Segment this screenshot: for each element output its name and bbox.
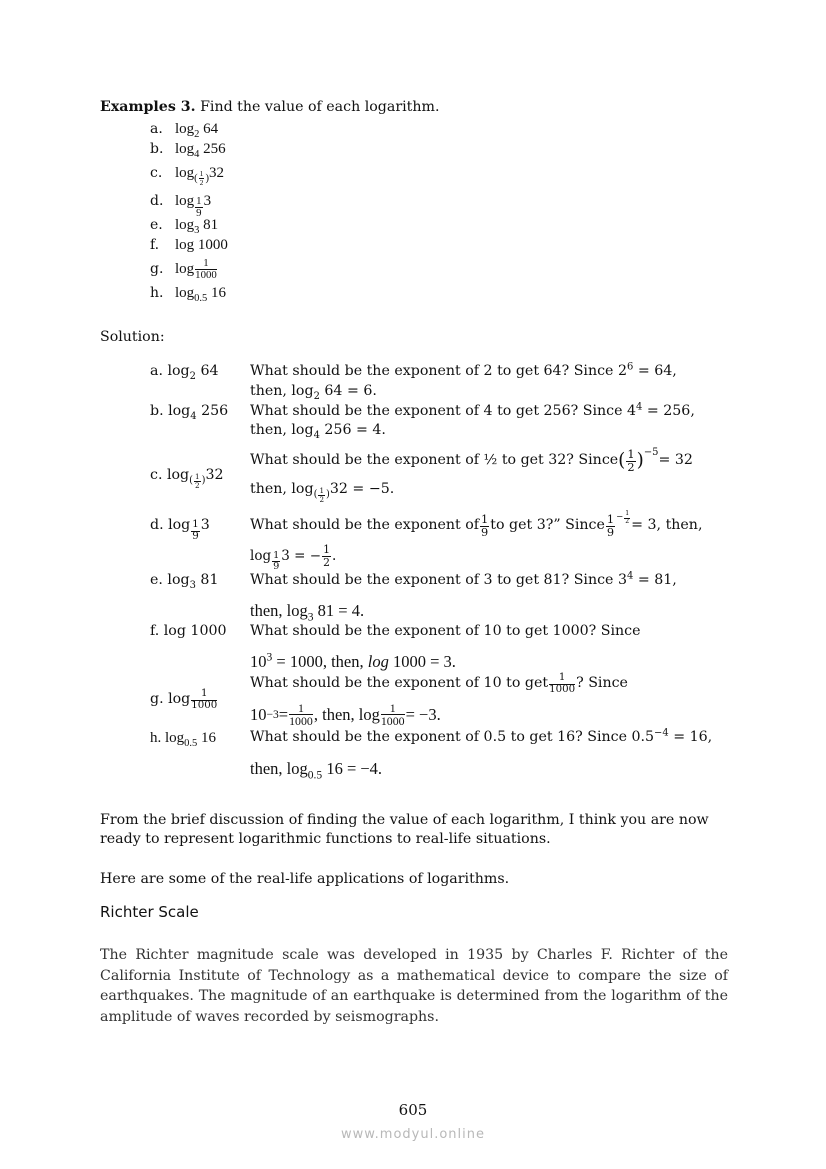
solution-h: h. $\log_{0.5} 16$ What should be the exponent of 0.5 to get 16? Since $0.5^{-4} = 16$, then, $\log_{0.5} 16 = -4$. [150,726,713,782]
problem-e: e. $\log_3 81$ [150,217,219,237]
problem-h: h. $\log_{0.5} 16$ [150,285,227,305]
solution-block [150,362,728,781]
watermark: www.modyul.online [340,1127,486,1142]
solution-label: Solution: [100,328,165,345]
page-content [100,98,728,1028]
problem-b: b. $\log_4 256$ [150,141,226,161]
heading-bold: Examples 3. [100,99,196,115]
problem-d: d. log $\frac{1}{9}$ 3 [150,193,212,220]
problem-list [150,120,728,304]
page-number: 605 [398,1101,428,1119]
heading-text: Find the value of each logarithm. [195,99,440,115]
problem-c: c. log $_{( \frac{1}{2} )}$ 32 [150,165,224,188]
problem-f: f. log 1000 [150,237,228,254]
solution-d: d. log $\frac{1}{9}$ 3 What should be the exponent of $\frac{1}{9}$ to get 3?” Since $\frac{1}{9}$ − $\frac{1}{2}$ = 3, then, log $\frac{1}{9}$ 3 = − $\frac{1}{2}$ . [150,510,703,572]
solution-g: g. log $\frac{1}{1000}$ What should be the exponent of 10 to get $\frac{1}{1000}$ ? Since 10 −3 = $\frac{1}{1000}$ , then, log $\frac{1}{1000}$ = −3. [150,672,628,729]
problem-g: g. log $\frac{1}{1000}$ [150,257,217,282]
solution-a: a. $\log_2 64$ What should be the exponent of 2 to get 64? Since $2^6 = 64$, then, $\log_2 64 = 6$. [150,361,677,402]
problem-a: a. $\log_2 64$ [150,121,219,141]
example-heading [100,98,728,118]
solution-e: e. $\log_3 81$ What should be the exponent of 3 to get 81? Since $3^4 = 81$, then, $\log_3 81 = 4$. [150,570,677,624]
paragraph-applications: Here are some of the real-life applications of logarithms. [100,871,510,888]
solution-b: b. $\log_4 256$ What should be the exponent of 4 to get 256? Since $4^4 = 256$, then, $\log_4 256 = 4$. [150,400,695,442]
solution-f: f. log 1000 What should be the exponent of 10 to get 1000? Since $10^3 = 1000$, then, log 1000 = 3. [150,623,641,672]
paragraph-summary: From the brief discussion of finding the value of each logarithm, I think you are now ready to represent logarithmic functions to real-life situations. [100,811,709,848]
solution-c: c. log ( $\frac{1}{2}$ ) 32 What should be the exponent of ½ to get 32? Since ( $\frac{1}{2}$ ) $^{-5}$ = 32 then, log ( $\frac{1}{2}$ ) 32 = −5. [150,446,693,504]
section-title-richter: Richter Scale [100,903,199,922]
richter-paragraph: The Richter magnitude scale was developed in 1935 by Charles F. Richter of the California Institute of Technology as a mathematical device to compare the size of earthquakes. The magnitude of an earthquake is determined from the logarithm of the amplitude of waves recorded by seismographs. [100,947,728,1025]
